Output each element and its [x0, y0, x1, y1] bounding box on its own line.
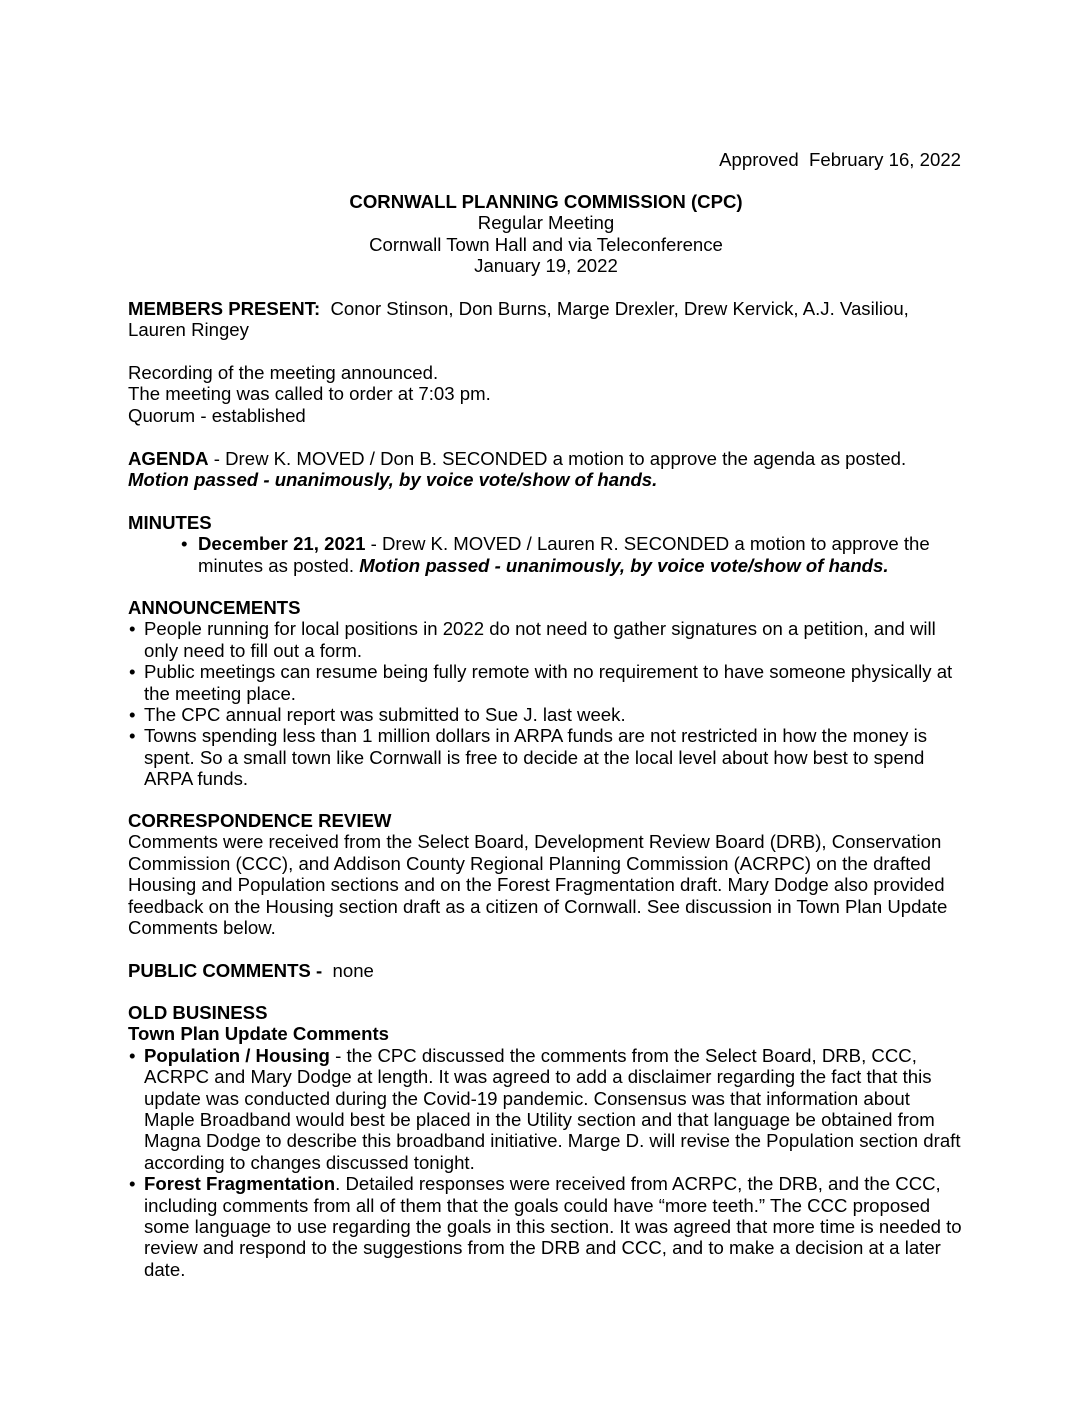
item-label: Forest Fragmentation [144, 1173, 336, 1195]
agenda-text: - Drew K. MOVED / Don B. SECONDED a motion to approve the agenda as posted. [208, 448, 907, 469]
list-item: • People running for local positions in 2022 do not need to gather signatures on a petition, and will only need to fill out a form. [128, 618, 964, 661]
meeting-date: January 19, 2022 [474, 255, 618, 277]
meeting-location: Cornwall Town Hall and via Teleconference [369, 233, 723, 255]
old-business-heading: OLD BUSINESS [128, 1002, 268, 1023]
announcements-heading: ANNOUNCEMENTS [128, 597, 301, 618]
item-label: Population / Housing [144, 1044, 330, 1066]
opening-line: Recording of the meeting announced. [128, 362, 439, 383]
minutes-heading: MINUTES [128, 512, 212, 533]
minutes-item [180, 533, 964, 576]
meeting-type: Regular Meeting [477, 212, 615, 234]
old-business-list [128, 1045, 964, 1280]
agenda-label: AGENDA [128, 448, 209, 469]
opening-line: Quorum - established [128, 404, 306, 426]
agenda-result: Motion passed - unanimously, by voice vote/show of hands. [128, 469, 658, 491]
list-item [128, 1045, 964, 1173]
document-header [128, 191, 964, 277]
opening-line: The meeting was called to order at 7:03 pm. [128, 383, 491, 405]
item-text: - the CPC discussed the comments from the Select Board, DRB, CCC, ACRPC and Mary Dodge at length. It was agreed to add a disclaimer regarding the fact that this update was conducted during the Covid-19 pandemic. Consensus was that information about Maple Broadband would best be placed in the Utility section and that language be obtained from Magna Dodge to describe this broadband initiative. Marge D. will revise the Population section draft according to changes discussed tonight. [144, 1044, 961, 1173]
opening-section [128, 362, 964, 426]
list-item [128, 1173, 964, 1280]
minutes-section [128, 512, 964, 576]
announcements-section [128, 597, 964, 790]
announcements-list [128, 618, 964, 789]
document-title: CORNWALL PLANNING COMMISSION (CPC) [349, 191, 743, 212]
correspondence-heading: CORRESPONDENCE REVIEW [128, 810, 392, 831]
correspondence-text: Comments were received from the Select Board, Development Review Board (DRB), Conservation Commission (CCC), and Addison County Regional Planning Commission (ACRPC) on the drafted Housing and Population sections and on the Forest Fragmentation draft. Mary Dodge also provided feedback on the Housing section draft as a citizen of Cornwall. See discussion in Town Plan Update Comments below. [128, 831, 948, 939]
minutes-item-text: - Drew K. MOVED / Lauren R. SECONDED a motion to approve the minutes as posted. [198, 533, 930, 576]
list-item: • The CPC annual report was submitted to Sue J. last week. [128, 704, 964, 725]
members-names: Conor Stinson, Don Burns, Marge Drexler, Drew Kervick, A.J. Vasiliou, Lauren Ringey [128, 298, 915, 341]
approval-note: Approved February 16, 2022 [719, 149, 961, 170]
public-comments-label: PUBLIC COMMENTS - [128, 960, 328, 981]
old-business-subheading: Town Plan Update Comments [128, 1023, 390, 1045]
minutes-list [128, 533, 964, 576]
correspondence-section [128, 810, 964, 938]
minutes-item-label: December 21, 2021 [198, 533, 366, 555]
members-section [128, 298, 964, 341]
agenda-section [128, 448, 964, 491]
minutes-item-result: Motion passed - unanimously, by voice vote/show of hands. [359, 554, 889, 576]
list-item: • Towns spending less than 1 million dollars in ARPA funds are not restricted in how the money is spent. So a small town like Cornwall is free to decide at the local level about how best to spend ARPA funds. [128, 725, 964, 789]
members-label: MEMBERS PRESENT: [128, 298, 321, 319]
item-text: . Detailed responses were received from ACRPC, the DRB, and the CCC, including comments from all of them that the goals could have “more teeth.” The CCC proposed some language to use regarding the goals in this section. It was agreed that more time is needed to review and respond to the suggestions from the DRB and CCC, and to make a decision at a later date. [144, 1173, 962, 1280]
public-comments-text: none [327, 960, 374, 981]
old-business-section [128, 1002, 964, 1280]
list-item: • Public meetings can resume being fully remote with no requirement to have someone physically at the meeting place. [128, 661, 964, 704]
public-comments-section [128, 960, 964, 981]
